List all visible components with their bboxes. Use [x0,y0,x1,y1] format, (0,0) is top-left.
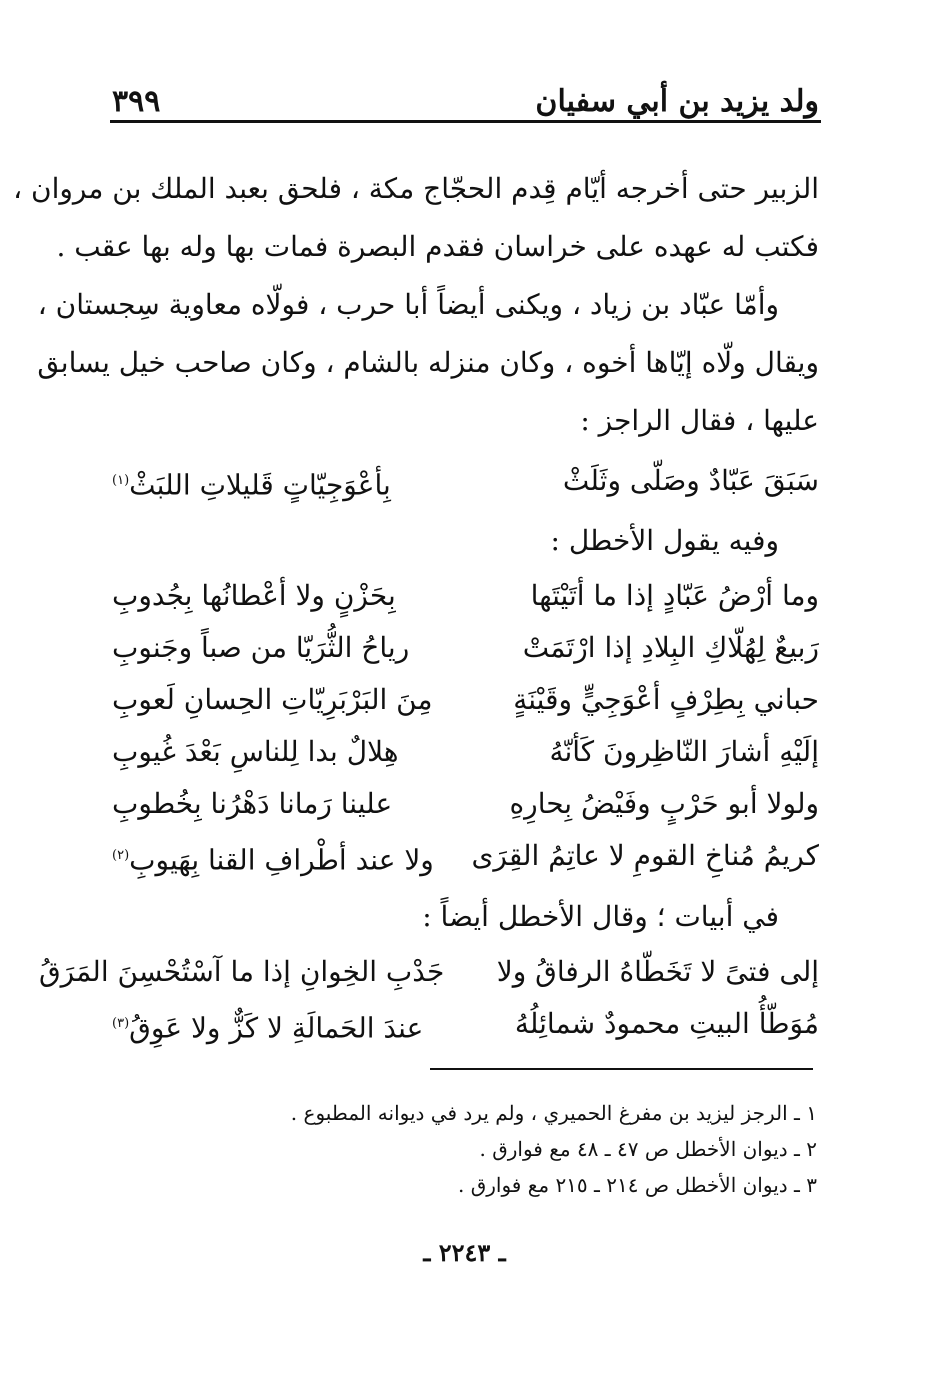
verse-text: بِحَزْنٍ ولا أعْطانُها بِجُدوبِ [112,579,396,612]
paragraph-line: عليها ، فقال الراجز : [580,404,819,437]
running-header [112,72,819,122]
verse-first-hemistich: كريمُ مُناخِ القومِ لا عاتِمُ القِرَى [471,839,819,872]
verse-text: جَدْبِ الخِوانِ إذا ما آسْتُحْسِنَ المَرَقُ [38,955,445,988]
verse-first-hemistich: حباني بِطِرْفٍ أعْوَجِيٍّ وقَيْنَةٍ [513,683,819,716]
verse-second-hemistich [112,450,444,512]
running-title: ولد يزيد بن أبي سفيان [535,84,819,119]
footnote-marker: (٣) [112,1016,130,1031]
verse-intro: في أبيات ؛ وقال الأخطل أيضاً : [422,900,779,933]
verse-intro: وفيه يقول الأخطل : [550,524,779,557]
verse-second-hemistich [112,622,444,674]
poem-block [112,570,819,882]
verse-first-hemistich: سَبَقَ عَبّادٌ وصَلّى وثَلَثْ [562,464,819,497]
footnotes [112,1095,817,1203]
poem-block [38,946,819,1050]
paragraph-line: فكتب له عهده على خراسان فقدم البصرة فمات بها وله بها عقب . [56,230,819,263]
verse-line [112,830,819,882]
verse-first-hemistich: مُوَطّأُ البيتِ محمودٌ شمائِلُهُ [514,1007,819,1040]
verse-line [112,622,819,674]
verse-second-hemistich [38,946,445,998]
footnote-marker: (١) [112,473,130,488]
footnote-rule [430,1068,813,1070]
verse-second-hemistich [112,674,444,726]
verse-second-hemistich [112,830,444,882]
verse-line [112,570,819,622]
verse-text: عندَ الحَمالَةِ لا كَزٌّ ولا عَوِقُ [129,1011,424,1045]
footnote: ٣ ـ ديوان الأخطل ص ٢١٤ ـ ٢١٥ مع فوارق . [458,1173,817,1197]
page-number: ٣٩٩ [112,84,161,119]
verse-line [112,450,819,512]
verse-text: هِلالٌ بدا لِلناسِ بَعْدَ غُيوبِ [112,735,399,768]
verse-line [112,998,819,1050]
header-rule [110,120,821,123]
paragraph-line: وأمّا عبّاد بن زياد ، ويكنى أيضاً أبا حرب ، فولّاه معاوية سِجستان ، [37,288,779,321]
verse-line [112,726,819,778]
verse-second-hemistich [112,998,444,1050]
footnote: ١ ـ الرجز ليزيد بن مفرغ الحميري ، ولم يرد في ديوانه المطبوع . [290,1101,817,1125]
page-body [13,160,819,1050]
verse-line [112,778,819,830]
verse-second-hemistich [112,726,444,778]
verse-first-hemistich: وما أرْضُ عَبّادٍ إذا ما أتَيْتَها [530,579,819,612]
paragraph-line: الزبير حتى أخرجه أيّام قِدم الحجّاج مكة ، فلحق بعبد الملك بن مروان ، [13,172,819,205]
verse-first-hemistich: إلى فتىً لا تَخَطّاهُ الرفاقُ ولا [496,955,819,988]
verse-text: رياحُ الثُّرَيّا من صباً وجَنوبِ [112,631,410,664]
verse-first-hemistich: رَبيعٌ لِهُلّاكِ البِلادِ إذا ارْتَمَتْ [522,631,819,664]
verse-first-hemistich: ولولا أبو حَرْبٍ وفَيْضُ بِحارِهِ [509,787,819,820]
footnote: ٢ ـ ديوان الأخطل ص ٤٧ ـ ٤٨ مع فوارق . [479,1137,817,1161]
verse-text: بِأعْوَجِيّاتٍ قَليلاتِ اللبَثْ [129,468,391,502]
verse-first-hemistich: إلَيْهِ أشارَ النّاظِرونَ كَأنّهُ [549,735,819,768]
verse-text: مِنَ البَرْبَرِيّاتِ الحِسانِ لَعوبِ [112,683,433,716]
verse-second-hemistich [112,778,444,830]
page-footer-number: ـ ٢٢٤٣ ـ [423,1238,506,1267]
paragraph-line: ويقال ولّاه إيّاها أخوه ، وكان منزله بالشام ، وكان صاحب خيل يسابق [37,346,819,379]
verse-text: ولا عند أطْرافِ القنا بِهَيوبِ [129,843,434,877]
verse-second-hemistich [112,570,444,622]
verse-line [112,674,819,726]
verse-line [38,946,819,998]
footnote-marker: (٢) [112,848,130,863]
verse-text: علينا رَمانا دَهْرُنا بِخُطوبِ [112,787,393,820]
